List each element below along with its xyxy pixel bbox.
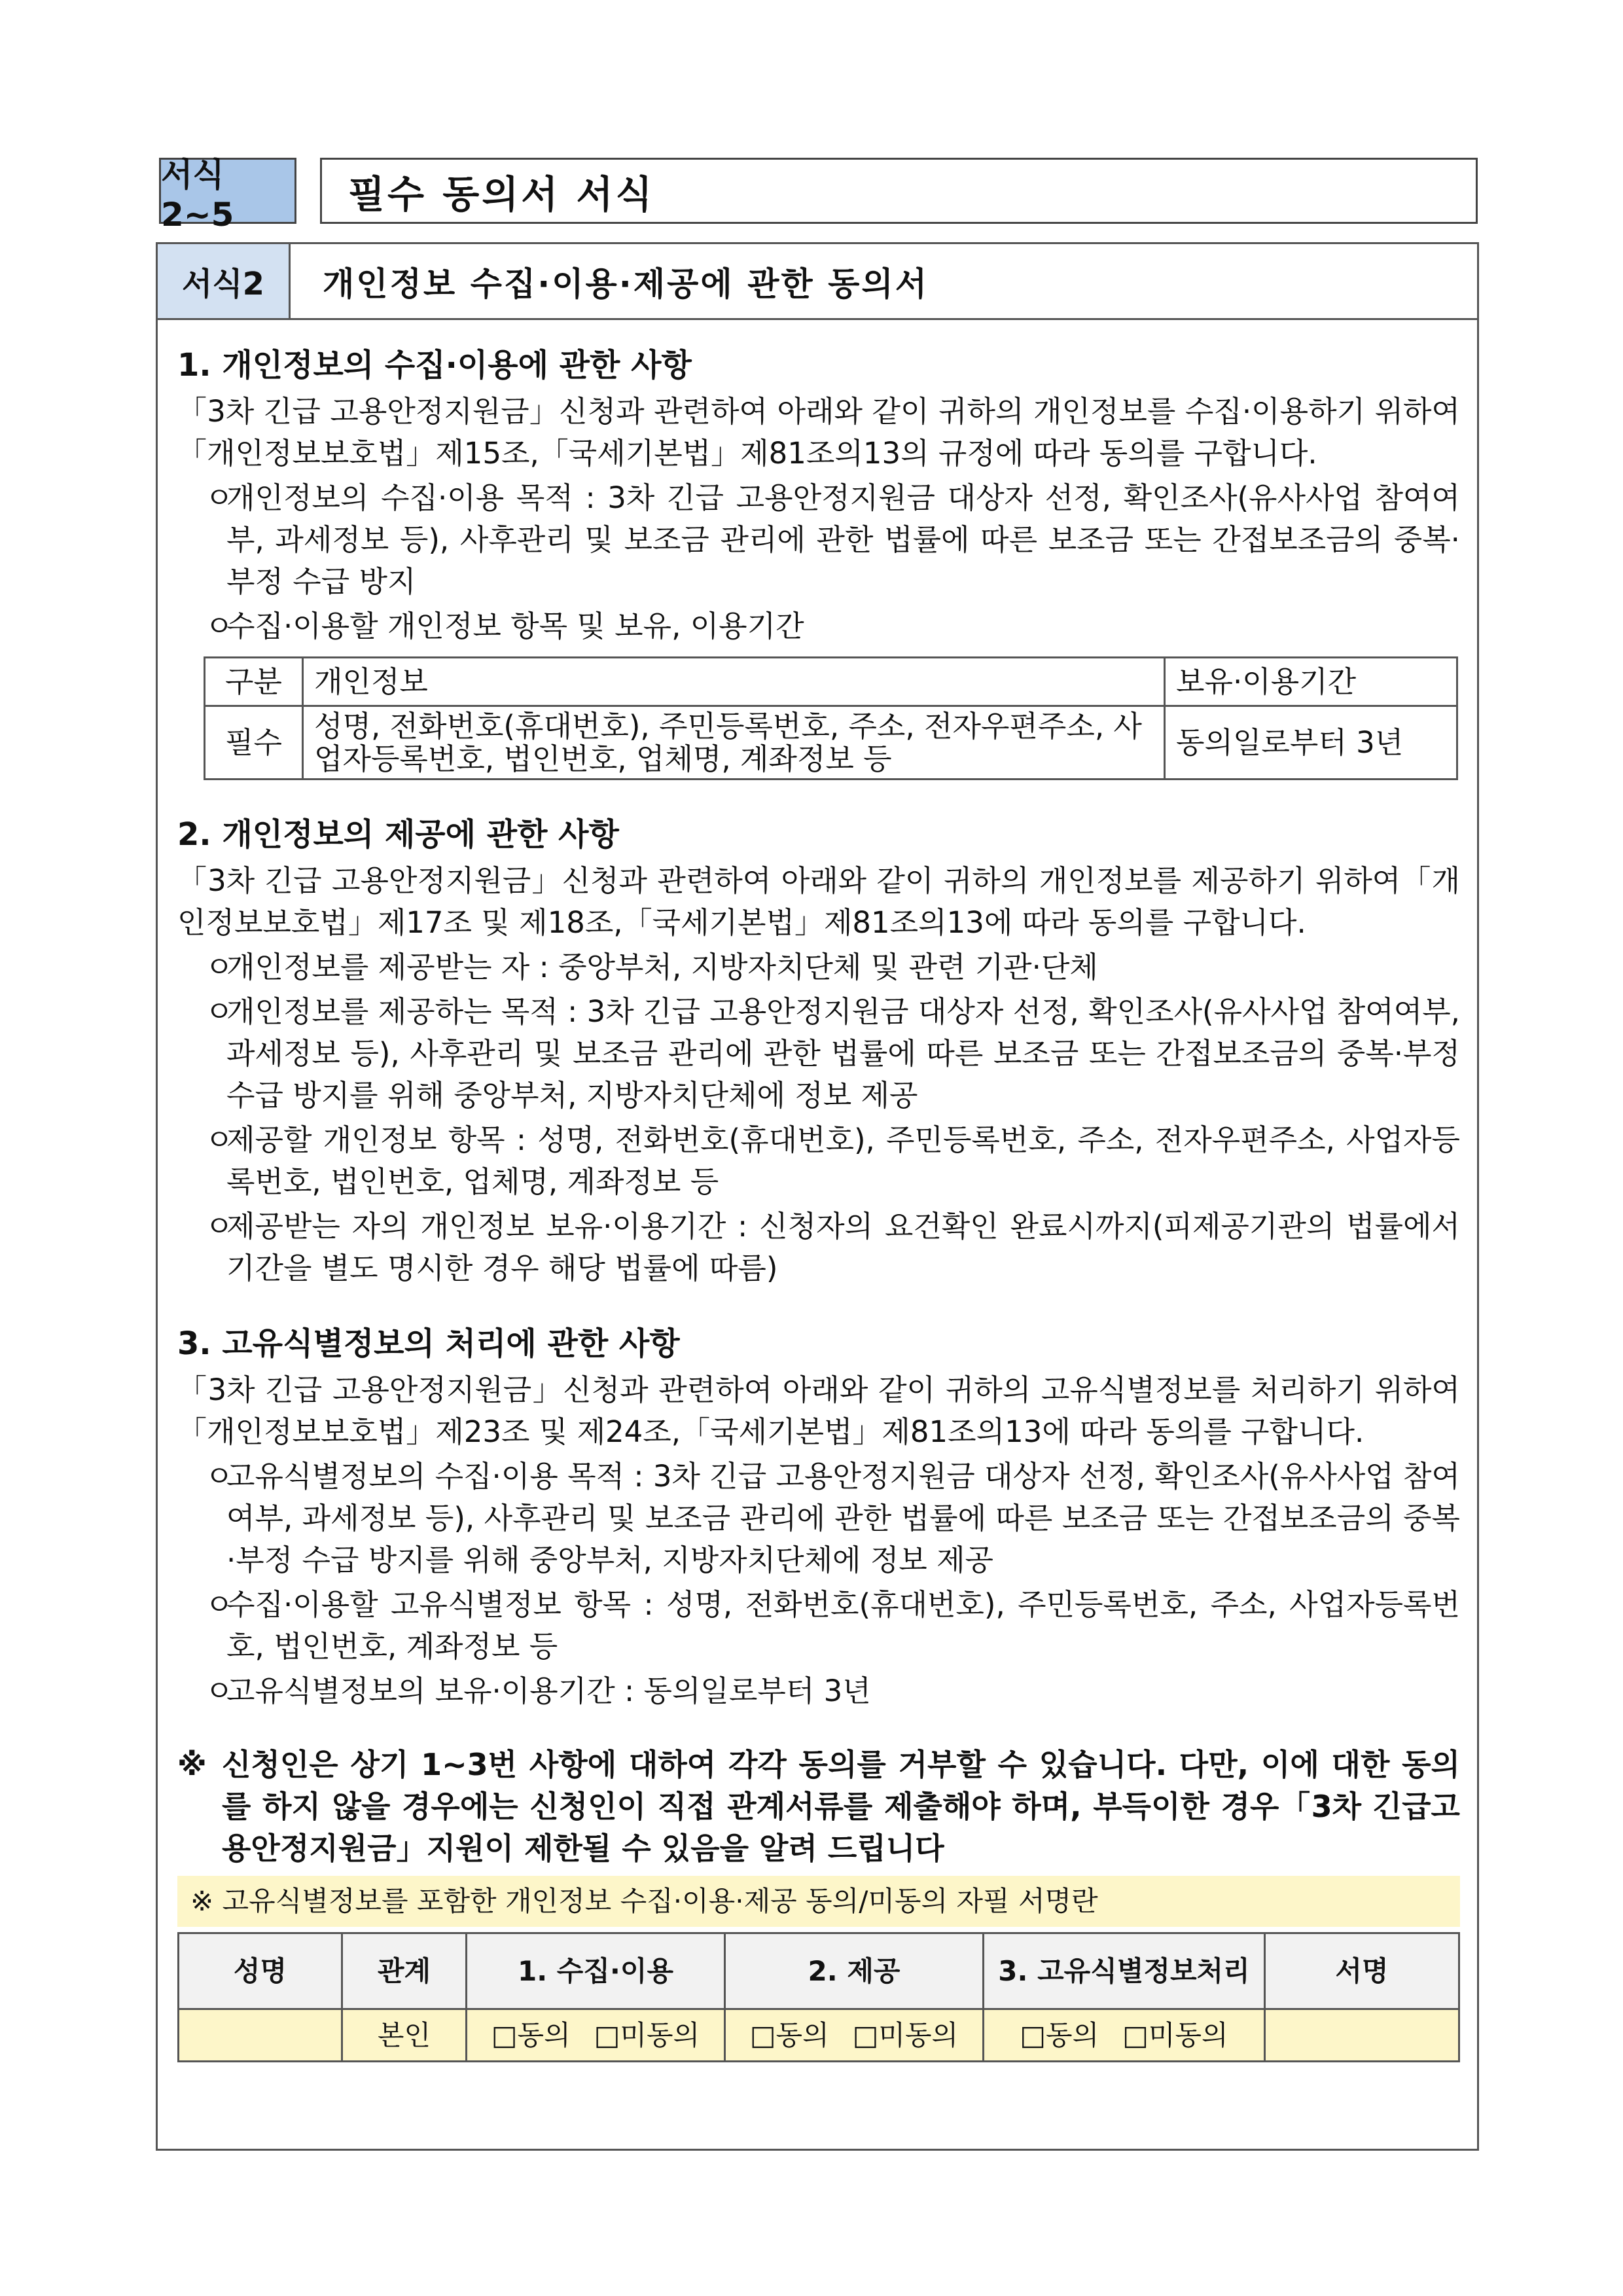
section3-intro: 「3차 긴급 고용안정지원금」신청과 관련하여 아래와 같이 귀하의 고유식별정보를 처리하기 위하여「개인정보보호법」제23조 및 제24조,「국세기본법」제81조의13에 따라 동의를 구합니다.: [177, 1372, 1460, 1449]
bullet-mark: ㅇ: [205, 950, 234, 984]
sig-header-relation: 관계: [342, 1933, 467, 2009]
section3-bullet-purpose: [177, 1456, 1460, 1581]
refusal-notice: [177, 1744, 1460, 1869]
table-header-row: [205, 658, 1457, 706]
table-header-items: 개인정보: [303, 658, 1165, 706]
notice-text: 신청인은 상기 1~3번 사항에 대하여 각각 동의를 거부할 수 있습니다. 다만, 이에 대한 동의를 하지 않을 경우에는 신청인이 직접 관계서류를 제출해야 하며, 부득이한 경우「3차 긴급고용안정지원금」지원이 제한될 수 있음을 알려 드립니다: [222, 1747, 1460, 1866]
table-header-period: 보유·이용기간: [1165, 658, 1457, 706]
bullet-mark: ㅇ: [205, 1122, 234, 1157]
signature-banner: ※ 고유식별정보를 포함한 개인정보 수집·이용·제공 동의/미동의 자필 서명란: [177, 1876, 1460, 1927]
section2-intro: 「3차 긴급 고용안정지원금」신청과 관련하여 아래와 같이 귀하의 개인정보를 제공하기 위하여「개인정보보호법」제17조 및 제18조,「국세기본법」제81조의13에 따라 동의를 구합니다.: [177, 863, 1460, 940]
signature-row: [179, 2009, 1459, 2062]
bullet-text: 개인정보를 제공받는 자 : 중앙부처, 지방자치단체 및 관련 기관·단체: [226, 950, 1098, 984]
sig-collect-options: [467, 2009, 725, 2062]
sig-header-name: 성명: [179, 1933, 342, 2009]
bullet-text: 개인정보의 수집·이용 목적 : 3차 긴급 고용안정지원금 대상자 선정, 확인조사(유사사업 참여여부, 과세정보 등), 사후관리 및 보조금 관리에 관한 법률에 따른 보조금 또는 간접보조금의 중복·부정 수급 방지: [226, 480, 1460, 599]
section2-title: 2. 개인정보의 제공에 관한 사항: [177, 816, 619, 853]
section1-intro: 「3차 긴급 고용안정지원금」신청과 관련하여 아래와 같이 귀하의 개인정보를 수집·이용하기 위하여「개인정보보호법」제15조,「국세기본법」제81조의13의 규정에 따라 동의를 구합니다.: [177, 394, 1460, 471]
sig-header-collect: 1. 수집·이용: [467, 1933, 725, 2009]
sig-sign-field[interactable]: [1265, 2009, 1459, 2062]
bullet-text: 제공받는 자의 개인정보 보유·이용기간 : 신청자의 요건확인 완료시까지(피제공기관의 법률에서 기간을 별도 명시한 경우 해당 법률에 따름): [226, 1209, 1460, 1285]
personal-info-table: [204, 656, 1458, 780]
section2-bullet-items: [177, 1119, 1460, 1203]
form-content: [177, 342, 1460, 2062]
section1-bullet-items: [177, 605, 1460, 647]
section3-bullet-period: [177, 1670, 1460, 1712]
section2-bullet-recipient: [177, 946, 1460, 988]
bullet-mark: ㅇ: [205, 994, 234, 1029]
table-cell-type: 필수: [205, 706, 303, 780]
sub-form-code: 서식2: [158, 244, 291, 318]
sub-header: [158, 244, 1477, 320]
section1-bullet-purpose: [177, 477, 1460, 603]
sig-name-field[interactable]: [179, 2009, 342, 2062]
sig-header-unique-id: 3. 고유식별정보처리: [984, 1933, 1265, 2009]
bullet-mark: ㅇ: [205, 1587, 234, 1622]
signature-table: [177, 1932, 1460, 2062]
bullet-mark: ㅇ: [205, 609, 234, 643]
section2-bullet-period: [177, 1206, 1460, 1289]
section3-title: 3. 고유식별정보의 처리에 관한 사항: [177, 1325, 680, 1362]
section2-bullet-purpose: [177, 991, 1460, 1117]
section3-bullet-items: [177, 1584, 1460, 1668]
bullet-text: 고유식별정보의 보유·이용기간 : 동의일로부터 3년: [226, 1674, 871, 1708]
bullet-mark: ㅇ: [205, 1674, 234, 1708]
collect-agree-checkbox[interactable]: □동의: [491, 2018, 571, 2051]
unique-id-agree-checkbox[interactable]: □동의: [1020, 2018, 1099, 2051]
unique-id-disagree-checkbox[interactable]: □미동의: [1122, 2018, 1228, 2051]
bullet-mark: ㅇ: [205, 480, 234, 515]
bullet-mark: ㅇ: [205, 1209, 234, 1244]
notice-mark: ※: [177, 1747, 207, 1782]
provide-agree-checkbox[interactable]: □동의: [749, 2018, 829, 2051]
consent-form-box: [156, 242, 1479, 2151]
bullet-text: 고유식별정보의 수집·이용 목적 : 3차 긴급 고용안정지원금 대상자 선정, 확인조사(유사사업 참여여부, 과세정보 등), 사후관리 및 보조금 관리에 관한 법률에 따른 보조금 또는 간접보조금의 중복·부정 수급 방지를 위해 중앙부처, 지방자치단체에 정보 제공: [226, 1459, 1460, 1577]
table-row: [205, 706, 1457, 780]
bullet-text: 수집·이용할 개인정보 항목 및 보유, 이용기간: [226, 609, 804, 643]
sig-provide-options: [725, 2009, 984, 2062]
collect-disagree-checkbox[interactable]: □미동의: [594, 2018, 700, 2051]
sig-relation-value: 본인: [342, 2009, 467, 2062]
table-header-type: 구분: [205, 658, 303, 706]
form-code-badge: 서식2~5: [159, 158, 296, 224]
provide-disagree-checkbox[interactable]: □미동의: [852, 2018, 959, 2051]
bullet-text: 제공할 개인정보 항목 : 성명, 전화번호(휴대번호), 주민등록번호, 주소, 전자우편주소, 사업자등록번호, 법인번호, 업체명, 계좌정보 등: [226, 1122, 1460, 1199]
table-cell-period: 동의일로부터 3년: [1165, 706, 1457, 780]
signature-header-row: [179, 1933, 1459, 2009]
table-cell-items: 성명, 전화번호(휴대번호), 주민등록번호, 주소, 전자우편주소, 사업자등록번호, 법인번호, 업체명, 계좌정보 등: [303, 706, 1165, 780]
sig-header-sign: 서명: [1265, 1933, 1459, 2009]
sig-header-provide: 2. 제공: [725, 1933, 984, 2009]
form-header: [159, 155, 1478, 234]
form-title: 필수 동의서 서식: [320, 158, 1478, 224]
bullet-text: 개인정보를 제공하는 목적 : 3차 긴급 고용안정지원금 대상자 선정, 확인조사(유사사업 참여여부, 과세정보 등), 사후관리 및 보조금 관리에 관한 법률에 따른 보조금 또는 간접보조금의 중복·부정 수급 방지를 위해 중앙부처, 지방자치단체에 정보 제공: [226, 994, 1460, 1113]
bullet-text: 수집·이용할 고유식별정보 항목 : 성명, 전화번호(휴대번호), 주민등록번호, 주소, 사업자등록번호, 법인번호, 계좌정보 등: [226, 1587, 1460, 1664]
section1-title: 1. 개인정보의 수집·이용에 관한 사항: [177, 347, 692, 384]
sub-form-title: 개인정보 수집·이용·제공에 관한 동의서: [323, 264, 929, 303]
sig-unique-id-options: [984, 2009, 1265, 2062]
bullet-mark: ㅇ: [205, 1459, 234, 1494]
